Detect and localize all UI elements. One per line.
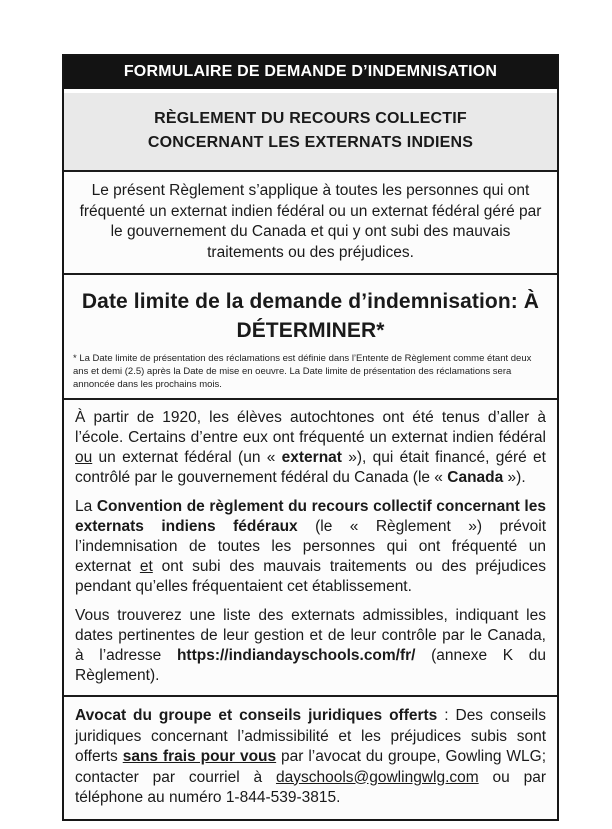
- paragraph-settlement-agreement: [75, 497, 546, 597]
- settlement-title: [64, 89, 557, 170]
- text-run: ou: [75, 449, 93, 466]
- email-address: dayschools@gowlingwlg.com: [275, 768, 479, 786]
- text-run: La: [75, 498, 97, 515]
- text-run: (le « Règlement ») prévoit l’indemnisation de toutes les personnes qui ont fréquenté un externat: [75, 518, 546, 575]
- text-run: ont subi des mauvais traitements ou des préjudices pendant qu’elles fréquentaient cet établissement.: [75, 558, 546, 595]
- text-run: par l’avocat du groupe, Gowling WLG; contacter par courriel à: [75, 748, 546, 786]
- text-run: .: [336, 789, 341, 806]
- settlement-intro-section: [64, 170, 557, 273]
- text-run: un externat fédéral (un «: [92, 449, 282, 466]
- paragraph-schools-history: [75, 408, 546, 488]
- legal-counsel-section: [64, 695, 557, 819]
- text-line: RÈGLEMENT DU RECOURS COLLECTIF: [154, 110, 467, 127]
- intro-paragraph: Le présent Règlement s’applique à toutes les personnes qui ont fréquenté un externat indien fédéral ou un externat fédéral géré par le gouvernement du Canada et qui y ont subi des mauvais traitements ou des préjudices.: [79, 182, 542, 261]
- deadline-section: [64, 273, 557, 398]
- text-run: et: [139, 558, 153, 575]
- claim-form-box: [62, 54, 559, 821]
- form-header-bar: [64, 56, 557, 89]
- website-url: https://indiandayschools.com/fr/: [176, 647, 416, 664]
- text-run: À partir de 1920, les élèves autochtones ont été tenus d’aller à l’école. Certains d’entre eux ont fréquenté un externat indien fédéral: [75, 409, 546, 446]
- text-run: »).: [503, 469, 526, 486]
- deadline-footnote: * La Date limite de présentation des réclamations est définie dans l’Entente de Règlement comme étant deux ans et demi (2.5) après la Date de mise en oeuvre. La Date limite de présentation des réclamations sera annoncée dans les prochains mois.: [73, 353, 532, 390]
- form-header-title: FORMULAIRE DE DEMANDE D’INDEMNISATION: [123, 63, 498, 80]
- paragraph-schools-list: [75, 606, 546, 686]
- text-run: (annexe K du Règlement).: [75, 647, 547, 684]
- text-run: Convention de règlement du recours collectif concernant les externats indiens fédéraux: [75, 498, 546, 535]
- settlement-description-section: [64, 398, 557, 695]
- text-run: : Des conseils juridiques concernant l’admissibilité et les préjudices subis sont offerts: [75, 707, 546, 765]
- text-run: sans frais pour vous: [122, 748, 277, 765]
- phone-number: 1-844-539-3815: [225, 789, 337, 806]
- paragraph-legal-counsel: [75, 706, 546, 809]
- text-run: Avocat du groupe et conseils juridiques offerts: [75, 707, 438, 724]
- text-run: ou par téléphone au numéro: [75, 768, 546, 806]
- text-run: »), qui était financé, géré et contrôlé par le gouvernement fédéral du Canada (le «: [75, 449, 546, 486]
- text-line: DÉTERMINER*: [236, 319, 385, 342]
- text-line: Date limite de la demande d’indemnisation: À: [81, 290, 540, 313]
- deadline-heading: [73, 287, 548, 345]
- text-run: externat: [281, 449, 342, 466]
- text-run: Vous trouverez une liste des externats admissibles, indiquant les dates pertinentes de leur gestion et de leur contrôle par le Canada, à l’adresse: [75, 607, 546, 664]
- text-run: Canada: [447, 469, 504, 486]
- text-line: CONCERNANT LES EXTERNATS INDIENS: [147, 134, 474, 151]
